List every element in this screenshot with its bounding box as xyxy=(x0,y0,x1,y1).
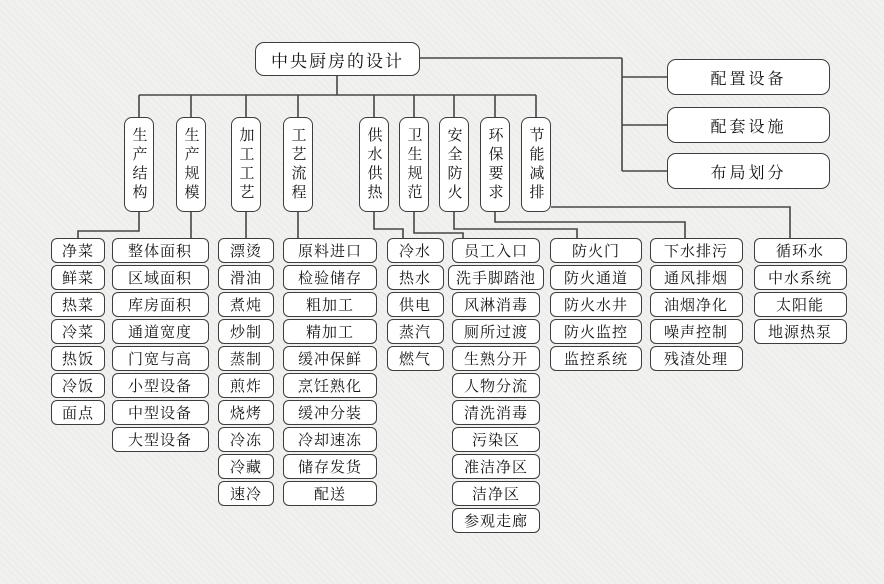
leaf-node[interactable]: 区域面积 xyxy=(112,265,209,290)
leaf-node[interactable]: 地源热泵 xyxy=(754,319,847,344)
root-node[interactable]: 中央厨房的设计 xyxy=(255,42,420,76)
leaf-node[interactable]: 煮炖 xyxy=(218,292,274,317)
leaf-node[interactable]: 风淋消毒 xyxy=(452,292,540,317)
leaf-node[interactable]: 清洗消毒 xyxy=(452,400,540,425)
leaf-node[interactable]: 滑油 xyxy=(218,265,274,290)
leaf-node[interactable]: 中水系统 xyxy=(754,265,847,290)
right-node-equipment[interactable]: 配置设备 xyxy=(667,59,830,95)
branch-node-6[interactable]: 卫生规范 xyxy=(399,117,429,212)
leaf-node[interactable]: 洁净区 xyxy=(452,481,540,506)
leaf-node[interactable]: 检验储存 xyxy=(283,265,377,290)
leaf-node[interactable]: 煎炸 xyxy=(218,373,274,398)
leaf-node[interactable]: 防火监控 xyxy=(550,319,642,344)
leaf-node[interactable]: 循环水 xyxy=(754,238,847,263)
leaf-node[interactable]: 冷却速冻 xyxy=(283,427,377,452)
right-node-facilities[interactable]: 配套设施 xyxy=(667,107,830,143)
leaf-node[interactable]: 小型设备 xyxy=(112,373,209,398)
branch-node-3[interactable]: 加工工艺 xyxy=(231,117,261,212)
leaf-node[interactable]: 太阳能 xyxy=(754,292,847,317)
branch-node-8[interactable]: 环保要求 xyxy=(480,117,510,212)
branch-6-children xyxy=(441,238,551,533)
branch-7-children xyxy=(541,238,651,371)
leaf-node[interactable]: 洗手脚踏池 xyxy=(448,265,544,290)
leaf-node[interactable]: 炒制 xyxy=(218,319,274,344)
leaf-node[interactable]: 蒸制 xyxy=(218,346,274,371)
leaf-node[interactable]: 烧烤 xyxy=(218,400,274,425)
leaf-node[interactable]: 防火通道 xyxy=(550,265,642,290)
branch-node-5[interactable]: 供水供热 xyxy=(359,117,389,212)
leaf-node[interactable]: 蒸汽 xyxy=(387,319,444,344)
leaf-node[interactable]: 热水 xyxy=(387,265,444,290)
leaf-node[interactable]: 烹饪熟化 xyxy=(283,373,377,398)
leaf-node[interactable]: 燃气 xyxy=(387,346,444,371)
leaf-node[interactable]: 门宽与高 xyxy=(112,346,209,371)
leaf-node[interactable]: 中型设备 xyxy=(112,400,209,425)
leaf-node[interactable]: 员工入口 xyxy=(452,238,540,263)
leaf-node[interactable]: 净菜 xyxy=(51,238,105,263)
branch-node-2[interactable]: 生产规模 xyxy=(176,117,206,212)
leaf-node[interactable]: 残渣处理 xyxy=(650,346,743,371)
leaf-node[interactable]: 准洁净区 xyxy=(452,454,540,479)
leaf-node[interactable]: 鲜菜 xyxy=(51,265,105,290)
leaf-node[interactable]: 油烟净化 xyxy=(650,292,743,317)
leaf-node[interactable]: 冷饭 xyxy=(51,373,105,398)
leaf-node[interactable]: 精加工 xyxy=(283,319,377,344)
branch-node-4[interactable]: 工艺流程 xyxy=(283,117,313,212)
leaf-node[interactable]: 粗加工 xyxy=(283,292,377,317)
leaf-node[interactable]: 面点 xyxy=(51,400,105,425)
leaf-node[interactable]: 漂烫 xyxy=(218,238,274,263)
leaf-node[interactable]: 整体面积 xyxy=(112,238,209,263)
leaf-node[interactable]: 大型设备 xyxy=(112,427,209,452)
leaf-node[interactable]: 监控系统 xyxy=(550,346,642,371)
right-node-layout[interactable]: 布局划分 xyxy=(667,153,830,189)
leaf-node[interactable]: 原料进口 xyxy=(283,238,377,263)
leaf-node[interactable]: 下水排污 xyxy=(650,238,743,263)
branch-node-9[interactable]: 节能减排 xyxy=(521,117,551,212)
leaf-node[interactable]: 通风排烟 xyxy=(650,265,743,290)
leaf-node[interactable]: 缓冲保鲜 xyxy=(283,346,377,371)
leaf-node[interactable]: 库房面积 xyxy=(112,292,209,317)
branch-8-children xyxy=(641,238,751,371)
leaf-node[interactable]: 冷水 xyxy=(387,238,444,263)
leaf-node[interactable]: 防火水井 xyxy=(550,292,642,317)
leaf-node[interactable]: 速冷 xyxy=(218,481,274,506)
leaf-node[interactable]: 防火门 xyxy=(550,238,642,263)
leaf-node[interactable]: 参观走廊 xyxy=(452,508,540,533)
leaf-node[interactable]: 生熟分开 xyxy=(452,346,540,371)
leaf-node[interactable]: 缓冲分装 xyxy=(283,400,377,425)
leaf-node[interactable]: 污染区 xyxy=(452,427,540,452)
leaf-node[interactable]: 冷冻 xyxy=(218,427,274,452)
connector-root-to-branches xyxy=(139,75,536,117)
leaf-node[interactable]: 储存发货 xyxy=(283,454,377,479)
leaf-node[interactable]: 热菜 xyxy=(51,292,105,317)
leaf-node[interactable]: 噪声控制 xyxy=(650,319,743,344)
leaf-node[interactable]: 热饭 xyxy=(51,346,105,371)
branch-9-children xyxy=(745,238,855,344)
leaf-node[interactable]: 人物分流 xyxy=(452,373,540,398)
branch-node-1[interactable]: 生产结构 xyxy=(124,117,154,212)
leaf-node[interactable]: 供电 xyxy=(387,292,444,317)
leaf-node[interactable]: 配送 xyxy=(283,481,377,506)
leaf-node[interactable]: 冷藏 xyxy=(218,454,274,479)
leaf-node[interactable]: 冷菜 xyxy=(51,319,105,344)
leaf-node[interactable]: 通道宽度 xyxy=(112,319,209,344)
branch-node-7[interactable]: 安全防火 xyxy=(439,117,469,212)
leaf-node[interactable]: 厕所过渡 xyxy=(452,319,540,344)
